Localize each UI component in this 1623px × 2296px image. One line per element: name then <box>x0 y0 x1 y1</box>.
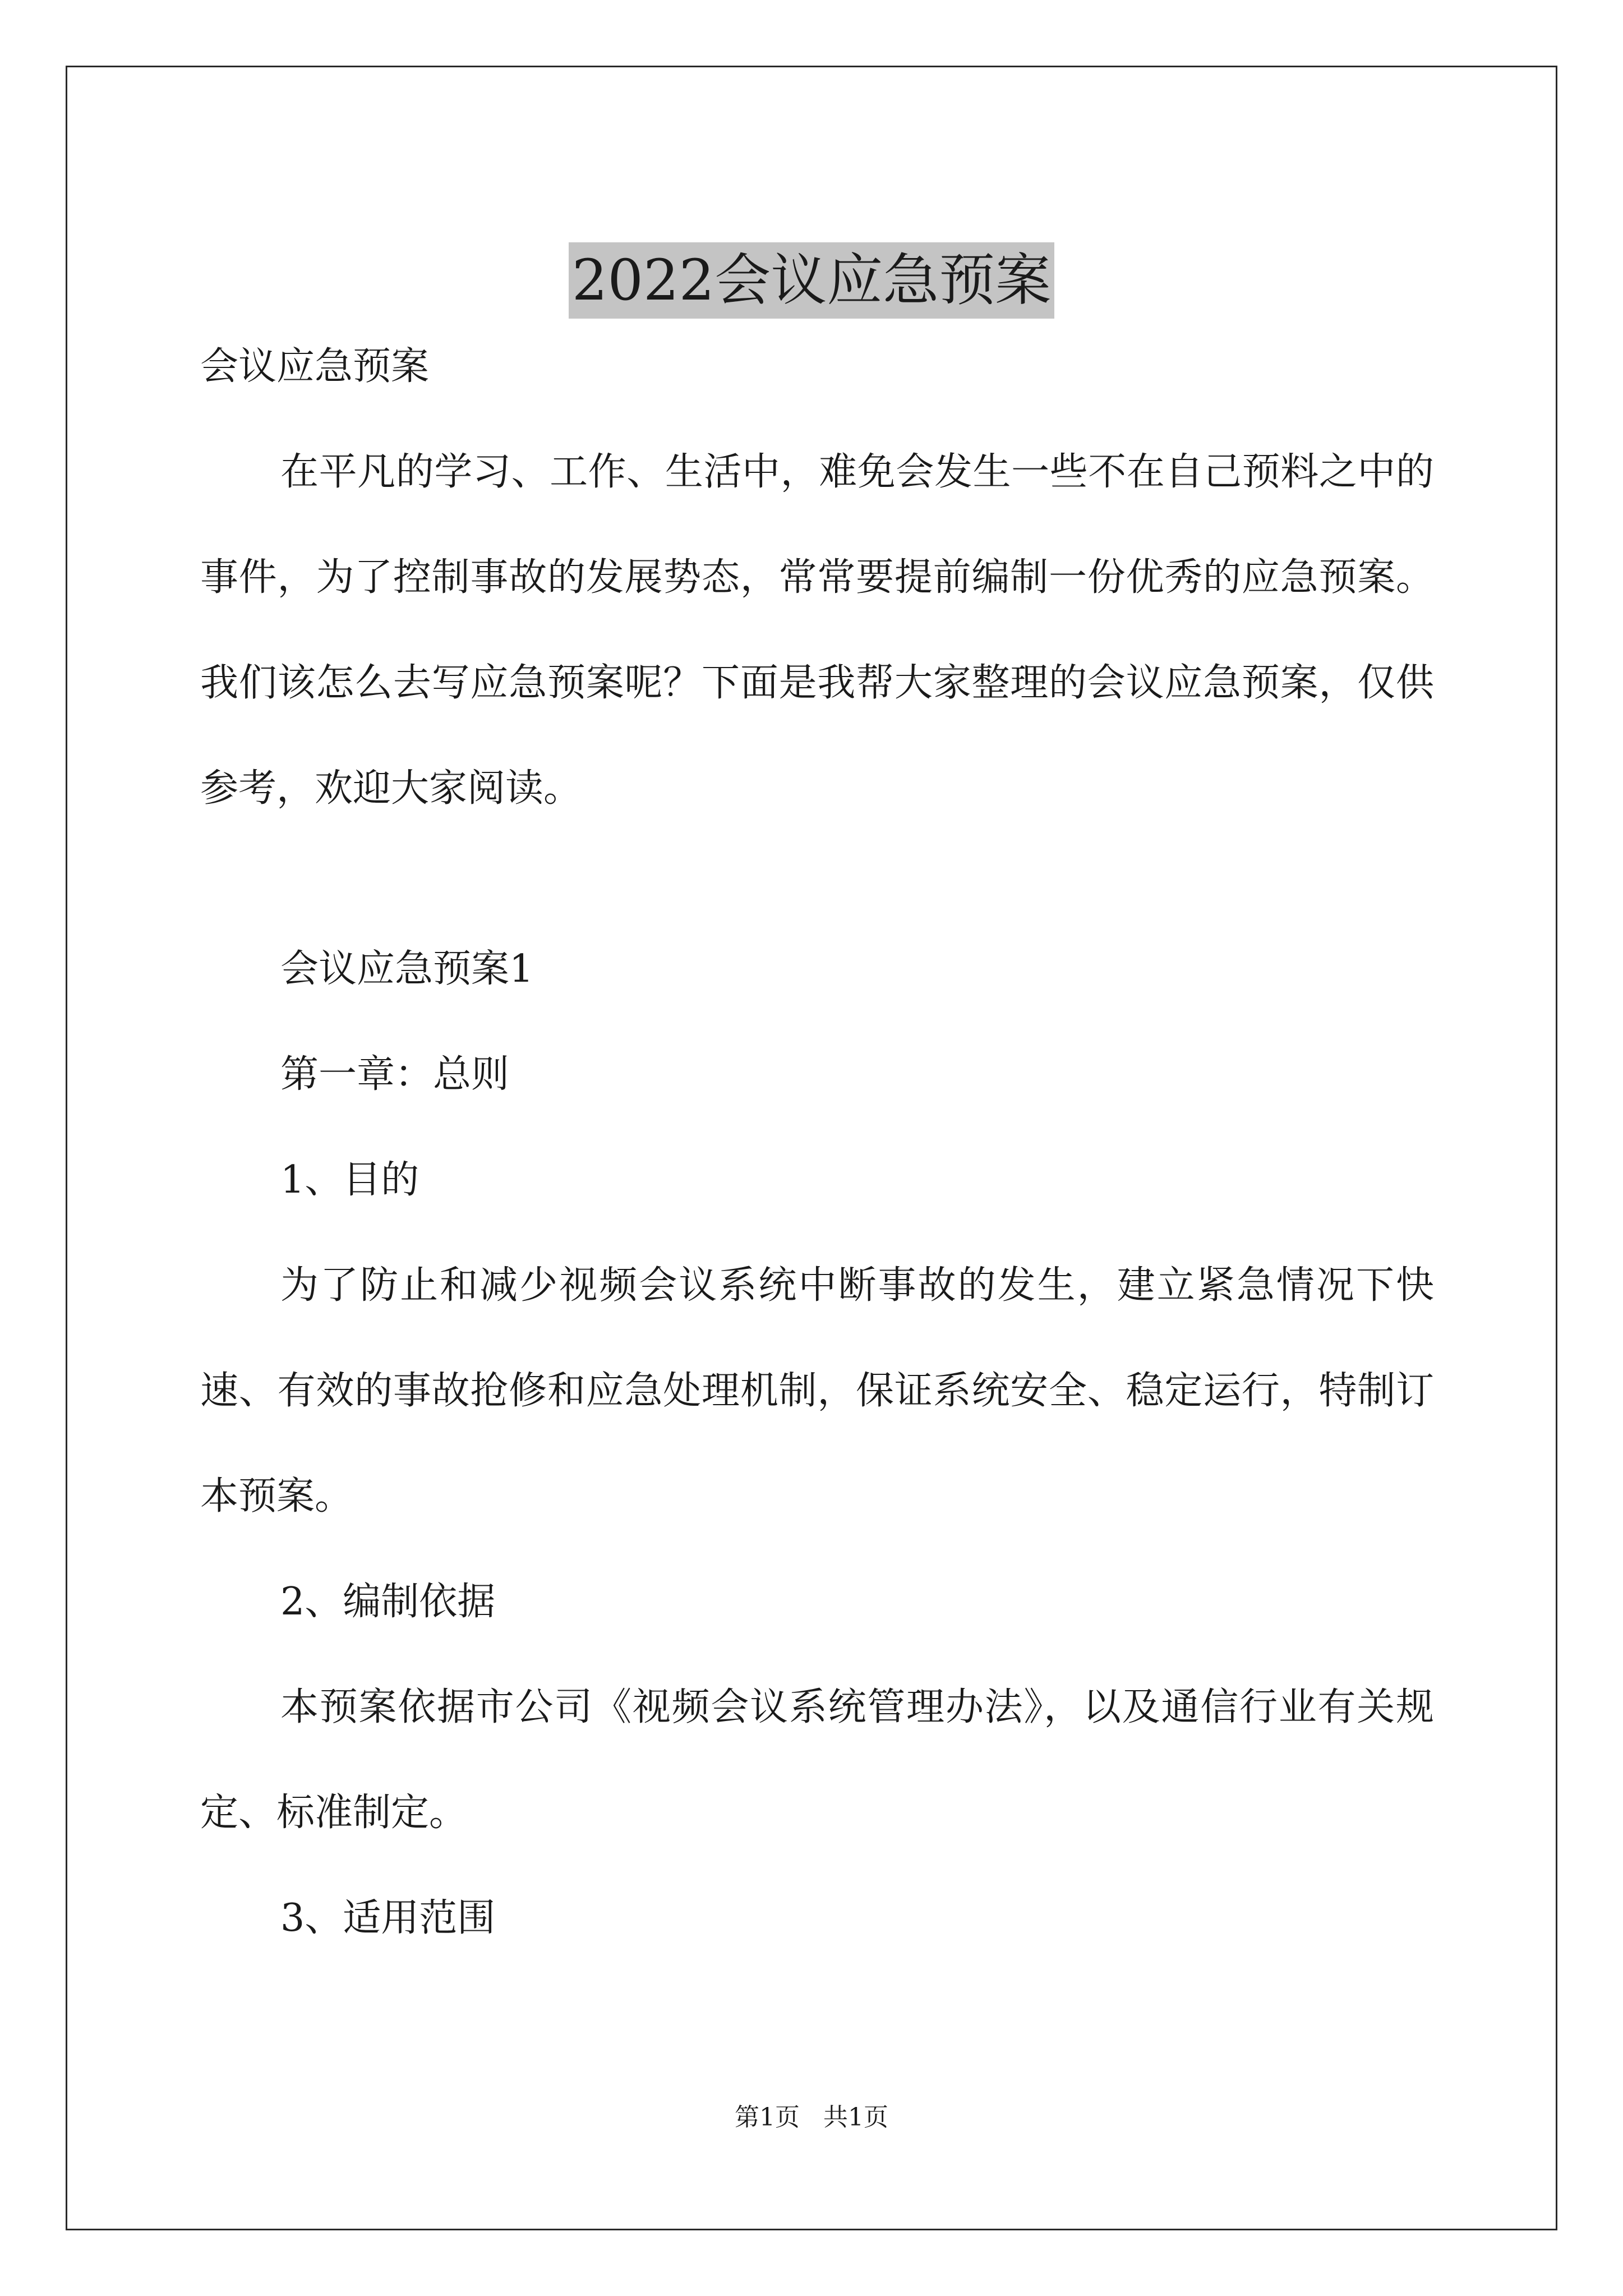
intro-paragraph: 在平凡的学习、工作、生活中，难免会发生一些不在自己预料之中的事件，为了控制事故的发展势态，常常要提前编制一份优秀的应急预案。我们该怎么去写应急预案呢？下面是我帮大家整理的会议应急预案，仅供参考，欢迎大家阅读。 <box>200 450 1434 811</box>
item1-body: 为了防止和减少视频会议系统中断事故的发生，建立紧急情况下快速、有效的事故抢修和应急处理机制，保证系统安全、稳定运行，特制订本预案。 <box>200 1263 1434 1519</box>
page-footer: 第1页 共1页 <box>735 2103 888 2132</box>
item1-heading: 1、目的 <box>280 1158 419 1202</box>
item3-heading: 3、适用范围 <box>280 1896 496 1940</box>
section-gap <box>200 841 1434 917</box>
document-body <box>200 314 1434 1971</box>
document-title: 2022会议应急预案 <box>569 242 1055 319</box>
document-subtitle: 会议应急预案 <box>200 344 430 389</box>
chapter-heading: 第一章：总则 <box>280 1052 510 1097</box>
item2-body: 本预案依据市公司《视频会议系统管理办法》，以及通信行业有关规定、标准制定。 <box>200 1685 1434 1835</box>
section-title: 会议应急预案1 <box>280 947 534 991</box>
item2-heading: 2、编制依据 <box>280 1580 496 1624</box>
